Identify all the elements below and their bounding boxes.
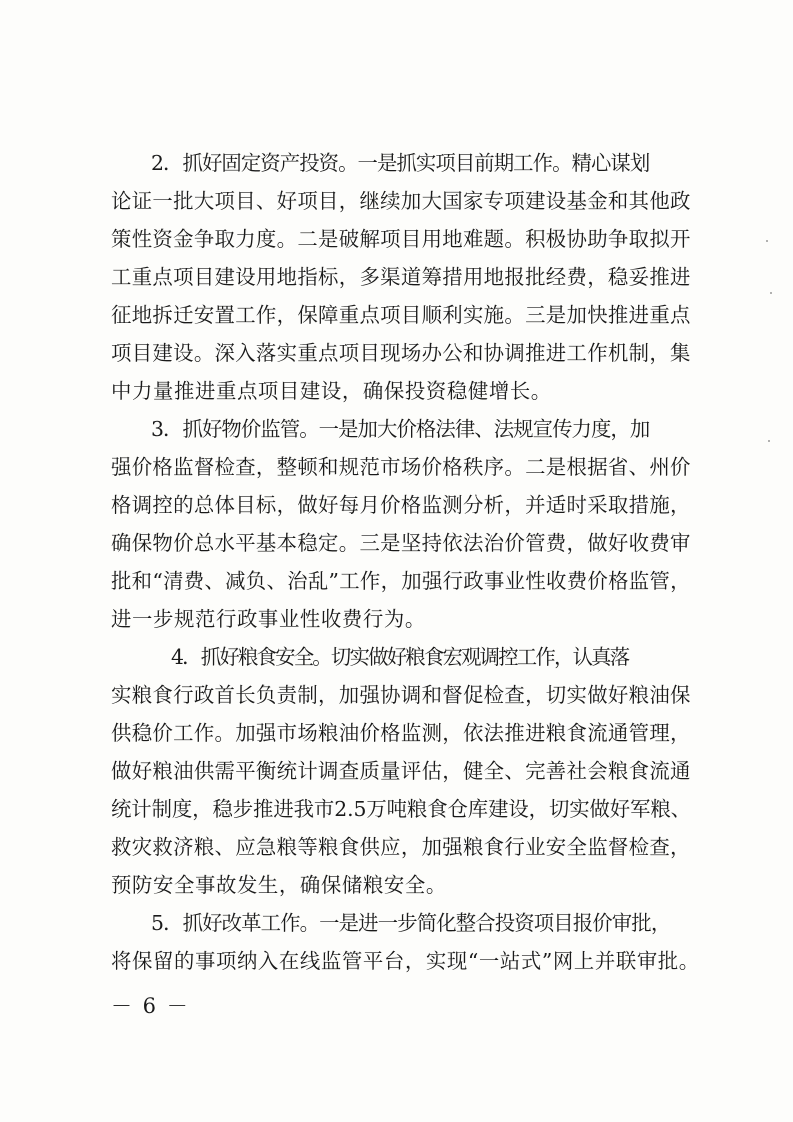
page-number: － 6 － [111,994,190,1018]
paragraph-line: 实粮食行政首长负责制，加强协调和督促检查，切实做好粮油保 [111,683,691,707]
paragraph-line: 2．抓好固定资产投资。一是抓实项目前期工作。精心谋划 [151,151,650,175]
paragraph-line: 将保留的事项纳入在线监管平台，实现“一站式”网上并联审批。 [111,949,700,973]
paragraph-line: 4．抓好粮食安全。切实做好粮食宏观调控工作，认真落 [171,645,629,669]
paragraph-line: 格调控的总体目标，做好每月价格监测分析，并适时采取措施， [111,493,691,517]
paragraph-line: 中力量推进重点项目建设，确保投资稳健增长。 [111,379,552,403]
paragraph-line: 统计制度，稳步推进我市2.5万吨粮食仓库建设，切实做好军粮、 [111,797,691,821]
paragraph-line: 救灾救济粮、应急粮等粮食供应，加强粮食行业安全监督检查， [111,835,691,859]
paragraph-line: 论证一批大项目、好项目，继续加大国家专项建设基金和其他政 [111,189,691,213]
paragraph-line: 进一步规范行政事业性收费行为。 [111,607,426,631]
paragraph-line: 5．抓好改革工作。一是进一步简化整合投资项目报价审批， [151,911,671,935]
paragraph-line: 批和“清费、减负、治乱”工作，加强行政事业性收费价格监管， [111,569,691,593]
paragraph-line: 策性资金争取力度。二是破解项目用地难题。积极协助争取拟开 [111,227,691,251]
paragraph-line: 强价格监督检查，整顿和规范市场价格秩序。二是根据省、州价 [111,455,691,479]
paragraph-line: 项目建设。深入落实重点项目现场办公和协调推进工作机制，集 [111,341,691,365]
scan-speck [770,292,772,294]
paragraph-line: 预防安全事故发生，确保储粮安全。 [111,873,447,897]
paragraph-line: 确保物价总水平基本稳定。三是坚持依法治价管费，做好收费审 [111,531,691,555]
scan-speck [766,240,768,242]
paragraph-line: 工重点项目建设用地指标，多渠道筹措用地报批经费，稳妥推进 [111,265,691,289]
paragraph-line: 做好粮油供需平衡统计调查质量评估，健全、完善社会粮食流通 [111,759,691,783]
paragraph-line: 3．抓好物价监管。一是加大价格法律、法规宣传力度，加 [151,417,650,441]
paragraph-line: 征地拆迁安置工作，保障重点项目顺利实施。三是加快推进重点 [111,303,691,327]
scan-speck [768,440,770,442]
paragraph-line: 供稳价工作。加强市场粮油价格监测，依法推进粮食流通管理， [111,721,691,745]
